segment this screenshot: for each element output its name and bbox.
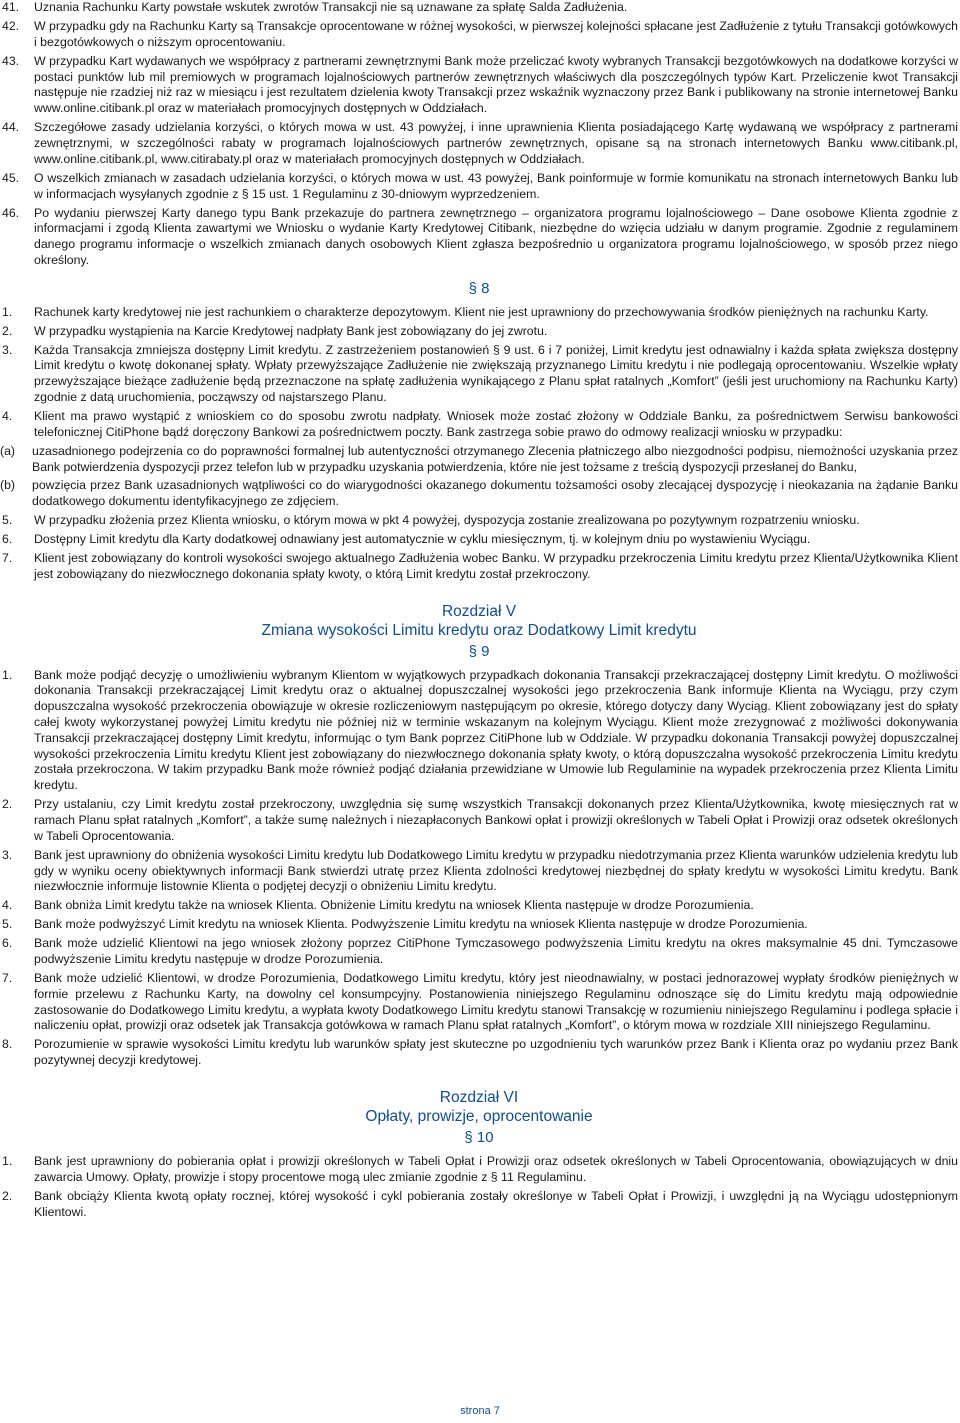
item-text: Porozumienie w sprawie wysokości Limitu kredytu lub warunków spłaty jest skuteczne po uzgodnieniu tych warunków przez Bank i Klienta oraz po wydaniu przez Bank pozytywnej decyzji kredytowej. bbox=[34, 1037, 958, 1068]
list-item bbox=[0, 171, 958, 203]
item-text: Bank jest uprawniony do pobierania opłat i prowizji określonych w Tabeli Opłat i Prowizji oraz odsetek określonych w Tabeli Oprocentowania, obowiązujących w dniu zawarcia Umowy. Opłaty, prowizje i stopy procentowe mogą ulec zmianie zgodnie z § 11 Regulaminu. bbox=[34, 1154, 958, 1184]
item-number: 46. bbox=[2, 205, 20, 220]
item-number: 2. bbox=[2, 797, 13, 812]
sub-list-item bbox=[0, 478, 958, 510]
item-text: Bank może podwyższyć Limit kredytu na wniosek Klienta. Podwyższenie Limitu kredytu na wniosek Klienta następuje w drodze Porozumienia. bbox=[34, 917, 808, 932]
item-number: 2. bbox=[2, 323, 13, 338]
item-text: W przypadku złożenia przez Klienta wniosku, o którym mowa w pkt 4 powyżej, dyspozycja zostanie zrealizowana po pozytywnym rozpatrzeniu wniosku. bbox=[34, 513, 860, 527]
list-item bbox=[0, 898, 958, 914]
item-text: Po wydaniu pierwszej Karty danego typu Bank przekazuje do partnera zewnętrznego – organizatora programu lojalnościowego – Dane osobowe Klienta zgodnie z informacjami i zgodą Klienta zawartymi we Wniosku o wydanie Karty Kredytowej Citibank, niezbędne do wzięcia udziału w danym programie. Zgodnie z regulaminem danego programu informacje o wszelkich zmianach danych osobowych Klient zgłasza bezpośrednio u organizatora programu lojalnościowego, w sposób przez niego określony. bbox=[34, 205, 958, 267]
list-item bbox=[0, 513, 958, 529]
list-item bbox=[0, 971, 958, 1034]
item-number: 4. bbox=[2, 898, 13, 913]
list-item bbox=[0, 668, 958, 794]
item-number: 3. bbox=[2, 342, 13, 357]
section-list-a bbox=[0, 0, 958, 269]
item-text: Przy ustalaniu, czy Limit kredytu został przekroczony, uwzględnia się sumę wszystkich Transakcji dokonanych przez Klienta/Użytkownika, kwotę miesięcznych rat w ramach Planu spłat ratalnych „Komfort”, a także sumę należnych i niezapłaconych Bankowi opłat i prowizji określonych w Tabeli Opłat i Prowizji oraz odsetek określonych w Tabeli Oprocentowania. bbox=[34, 797, 958, 843]
list-item bbox=[0, 1037, 958, 1069]
item-text: Bank może udzielić Klientowi, w drodze Porozumienia, Dodatkowego Limitu kredytu, który jest nieodnawialny, w postaci jednorazowej wypłaty środków pieniężnych w formie przelewu z Rachunku Karty, na dowolny cel konsumpcyjny. Postanowienia niniejszego Regulaminu odnoszące się do Limitu kredytu mają odpowiednie zastosowanie do Dodatkowego Limitu kredytu, a wypłata kwoty Dodatkowego Limitu kredytu stanowi Transakcję w rozumieniu niniejszego Regulaminu i podlega spłacie i naliczeniu opłat, prowizji oraz odsetek jak Transakcja gotówkowa w ramach Planu spłat ratalnych „Komfort”, o którym mowa w rozdziale XIII niniejszego Regulaminu. bbox=[34, 971, 958, 1033]
item-text: W przypadku wystąpienia na Karcie Kredytowej nadpłaty Bank jest zobowiązany do jej zwrotu. bbox=[34, 323, 548, 338]
item-text: Uznania Rachunku Karty powstałe wskutek zwrotów Transakcji nie są uznawane za spłatę Salda Zadłużenia. bbox=[34, 0, 628, 14]
item-number: 7. bbox=[2, 550, 13, 565]
paragraph-10-heading: § 10 bbox=[464, 1129, 494, 1146]
item-text: Bank obciąży Klienta kwotą opłaty rocznej, której wysokość i cykl pobierania zostały określonye w Tabeli Opłat i Prowizji, i uwzględni ją na Wyciągu udostępnionym Klientowi. bbox=[34, 1188, 958, 1219]
item-text: Bank może podjąć decyzję o umożliwieniu wybranym Klientom w wyjątkowych przypadkach dokonania Transakcji przekraczającej dostępny Limit kredytu. O możliwości dokonania Transakcji przekraczającej Limit kredytu oraz o aktualnej dopuszczalnej wysokości jego przekroczenia Bank informuje Klienta na Wyciągu, przy czym dopuszczalna wysokość przekroczenia obowiązuje w okresie rozliczeniowym następującym po okresie, którego dotyczy dany Wyciąg. Klient zobowiązany jest do spłaty całej kwoty wykorzystanej powyżej Limitu kredytu nie później niż w terminie wskazanym na kolejnym Wyciągu. Klient może zrezygnować z możliwości dokonywania Transakcji przekraczającej dostępny Limit kredytu, informując o tym Bank poprzez CitiPhone lub w Oddziale. W przypadku dokonania Transakcji powyżej dopuszczalnej wysokości przekroczenia Limitu kredytu Klient jest zobowiązany do niezwłocznego dokonania spłaty kwoty, o którą dopuszczalna wysokość przekroczenia Limitu kredytu została przekroczona. W takim przypadku Bank może również podjąć działania przewidziane w Umowie lub Regulaminie na wypadek przekroczenia przez Klienta Limitu kredytu. bbox=[34, 667, 958, 793]
item-number: 6. bbox=[2, 531, 13, 546]
item-number: 44. bbox=[2, 120, 20, 135]
list-item bbox=[0, 532, 958, 548]
list-item bbox=[0, 1154, 958, 1186]
paragraph-8-body bbox=[0, 305, 958, 583]
paragraph-10-body bbox=[0, 1154, 958, 1220]
sub-item-label: (a) bbox=[0, 443, 16, 458]
item-number: 43. bbox=[2, 53, 20, 68]
list-item bbox=[0, 409, 958, 441]
item-text: Szczegółowe zasady udzielania korzyści, o których mowa w ust. 43 powyżej, i inne uprawnienia Klienta posiadającego Kartę wydawaną we współpracy z partnerami zewnętrznymi, w szczególności rabaty w programach lojalnościowych partnerów zewnętrznych, opisane są na stronach internetowych Banku www.citibank.pl, www.online.citibank.pl, www.citirabaty.pl oraz w materiałach promocyjnych dostępnych w Oddziałach. bbox=[34, 120, 958, 166]
item-number: 5. bbox=[2, 917, 13, 932]
list-item bbox=[0, 206, 958, 269]
list-item bbox=[0, 343, 958, 406]
list-item bbox=[0, 848, 958, 895]
chapter-title: Rozdział VI bbox=[439, 1089, 519, 1106]
paragraph-9-heading: § 9 bbox=[468, 642, 490, 660]
sub-list-item bbox=[0, 444, 958, 476]
page-number: strona 7 bbox=[460, 1405, 500, 1417]
item-text: W przypadku gdy na Rachunku Karty są Transakcje oprocentowane w różnej wysokości, w pierwszej kolejności spłacane jest Zadłużenie z tytułu Transakcji gotówkowych i bezgotówkowych o niższym oprocentowaniu. bbox=[34, 18, 958, 49]
item-number: 1. bbox=[2, 304, 13, 319]
item-number: 7. bbox=[2, 971, 13, 986]
item-text: Klient ma prawo wystąpić z wnioskiem co do sposobu zwrotu nadpłaty. Wniosek może zostać złożony w Oddziale Banku, za pośrednictwem Serwisu bankowości telefonicznej CitiPhone bądź doręczony Bankowi za pośrednictwem poczty. Bank zastrzega sobie prawo do odmowy realizacji wniosku w przypadku: bbox=[34, 409, 958, 439]
item-text: O wszelkich zmianach w zasadach udzielania korzyści, o których mowa w ust. 43 powyżej, Bank poinformuje w formie komunikatu na stronach internetowych Banku lub w informacjach wysyłanych zgodnie z § 15 ust. 1 Regulaminu z 30-dniowym wyprzedzeniem. bbox=[34, 170, 958, 201]
item-text: Klient jest zobowiązany do kontroli wysokości swojego aktualnego Zadłużenia wobec Banku. W przypadku przekroczenia Limitu kredytu przez Klienta/Użytkownika Klient jest zobowiązany do niezwłocznego dokonania spłaty kwoty, o którą Limit kredytu został przekroczony. bbox=[34, 550, 958, 581]
list-item bbox=[0, 120, 958, 167]
item-number: 5. bbox=[2, 513, 13, 527]
item-number: 3. bbox=[2, 847, 13, 862]
sub-item-text: uzasadnionego podejrzenia co do poprawności formalnej lub autentyczności otrzymanego Zlecenia płatniczego albo niezgodności podpisu, niemożności uzyskania przez Bank potwierdzenia dyspozycji przez telefon lub w przypadku uzyskania potwierdzenia, które nie jest tożsame z treścią dyspozycji przesłanej do Banku, bbox=[32, 443, 958, 474]
item-number: 1. bbox=[2, 1154, 13, 1168]
item-text: Bank może udzielić Klientowi na jego wniosek złożony poprzez CitiPhone Tymczasowego podwyższenia Limitu kredytu na okres maksymalnie 45 dni. Tymczasowe podwyższenie Limitu kredytu następuje w drodze Porozumienia. bbox=[34, 936, 958, 967]
item-text: Rachunek karty kredytowej nie jest rachunkiem o charakterze depozytowym. Klient nie jest uprawniony do przechowywania środków pieniężnych na rachunku Karty. bbox=[34, 304, 929, 319]
item-text: Bank jest uprawniony do obniżenia wysokości Limitu kredytu lub Dodatkowego Limitu kredytu w przypadku niedotrzymania przez Klienta warunków udzielenia kredytu lub gdy w wyniku oceny obiektywnych informacji Bank stwierdzi utratę przez Klienta zdolności kredytowej niezbędnej do spłaty kredytu w wysokości Limitu kredytu. Bank niezwłocznie informuje listownie Klienta o podjętej decyzji o obniżeniu Limitu kredytu. bbox=[34, 847, 958, 894]
list-item bbox=[0, 0, 958, 16]
chapter-title: Rozdział V bbox=[441, 602, 517, 620]
list-item bbox=[0, 551, 958, 583]
item-text: Każda Transakcja zmniejsza dostępny Limit kredytu. Z zastrzeżeniem postanowień § 9 ust. 6 i 7 poniżej, Limit kredytu jest odnawialny i każda spłata zwiększa dostępny Limit kredytu o kwotę dokonanej spłaty. Wpłaty przewyższające Zadłużenie nie zwiększają przyznanego Limitu kredytu i nie podlegają oprocentowaniu. Wszelkie wpłaty przewyższające bieżące zadłużenie będą przeznaczone na spłatę zadłużenia wynikającego z Planu spłat ratalnych „Komfort” (jeśli jest uruchomiony na Rachunku Karty) zgodnie z datą uruchomienia, począwszy od najstarszego Planu. bbox=[34, 342, 958, 405]
item-number: 2. bbox=[2, 1188, 13, 1203]
list-item bbox=[0, 324, 958, 340]
list-item bbox=[0, 936, 958, 968]
item-text: Bank obniża Limit kredytu także na wniosek Klienta. Obniżenie Limitu kredytu na wniosek Klienta następuje w drodze Porozumienia. bbox=[34, 898, 754, 913]
item-number: 45. bbox=[2, 170, 20, 185]
sub-item-label: (b) bbox=[0, 478, 16, 493]
list-item bbox=[0, 917, 958, 933]
item-number: 1. bbox=[2, 667, 13, 682]
item-number: 4. bbox=[2, 409, 13, 424]
chapter-subtitle: Opłaty, prowizje, oprocentowanie bbox=[365, 1108, 593, 1125]
chapter-subtitle: Zmiana wysokości Limitu kredytu oraz Dodatkowy Limit kredytu bbox=[261, 621, 697, 639]
item-number: 41. bbox=[2, 0, 20, 14]
paragraph-8-heading: § 8 bbox=[468, 279, 490, 297]
list-item bbox=[0, 305, 958, 321]
list-item bbox=[0, 19, 958, 51]
item-number: 42. bbox=[2, 18, 20, 33]
item-text: Dostępny Limit kredytu dla Karty dodatkowej odnawiany jest automatycznie w cyklu miesięcznym, tj. w kolejnym dniu po wystawieniu Wyciągu. bbox=[34, 531, 811, 546]
item-number: 6. bbox=[2, 936, 13, 951]
chapter-6-header bbox=[0, 1088, 958, 1147]
list-item bbox=[0, 797, 958, 844]
item-number: 8. bbox=[2, 1037, 13, 1052]
list-item bbox=[0, 54, 958, 117]
chapter-5-header bbox=[0, 602, 958, 661]
sub-item-text: powzięcia przez Bank uzasadnionych wątpliwości co do wiarygodności okazanego dokumentu tożsamości osoby zlecającej dyspozycję i nieokazania na żądanie Banku dodatkowego dokumentu identyfikacyjnego ze zdjęciem. bbox=[32, 478, 958, 509]
paragraph-9-body bbox=[0, 668, 958, 1069]
item-text: W przypadku Kart wydawanych we współpracy z partnerami zewnętrznymi Bank może przeliczać kwoty wybranych Transakcji bezgotówkowych na dodatkowe korzyści w postaci punktów lub mil premiowych w programach lojalnościowych partnerów zewnętrznych właściwych dla poszczególnych typów Kart. Przeliczenie kwot Transakcji następuje nie rzadziej niż raz w miesiącu i jest rezultatem dzielenia kwoty Transakcji przez wskaźnik wyznaczony przez Bank i publikowany na stronie internetowej Banku www.online.citibank.pl oraz w materiałach promocyjnych dostępnych w Oddziałach. bbox=[34, 53, 958, 116]
list-item bbox=[0, 1189, 958, 1221]
